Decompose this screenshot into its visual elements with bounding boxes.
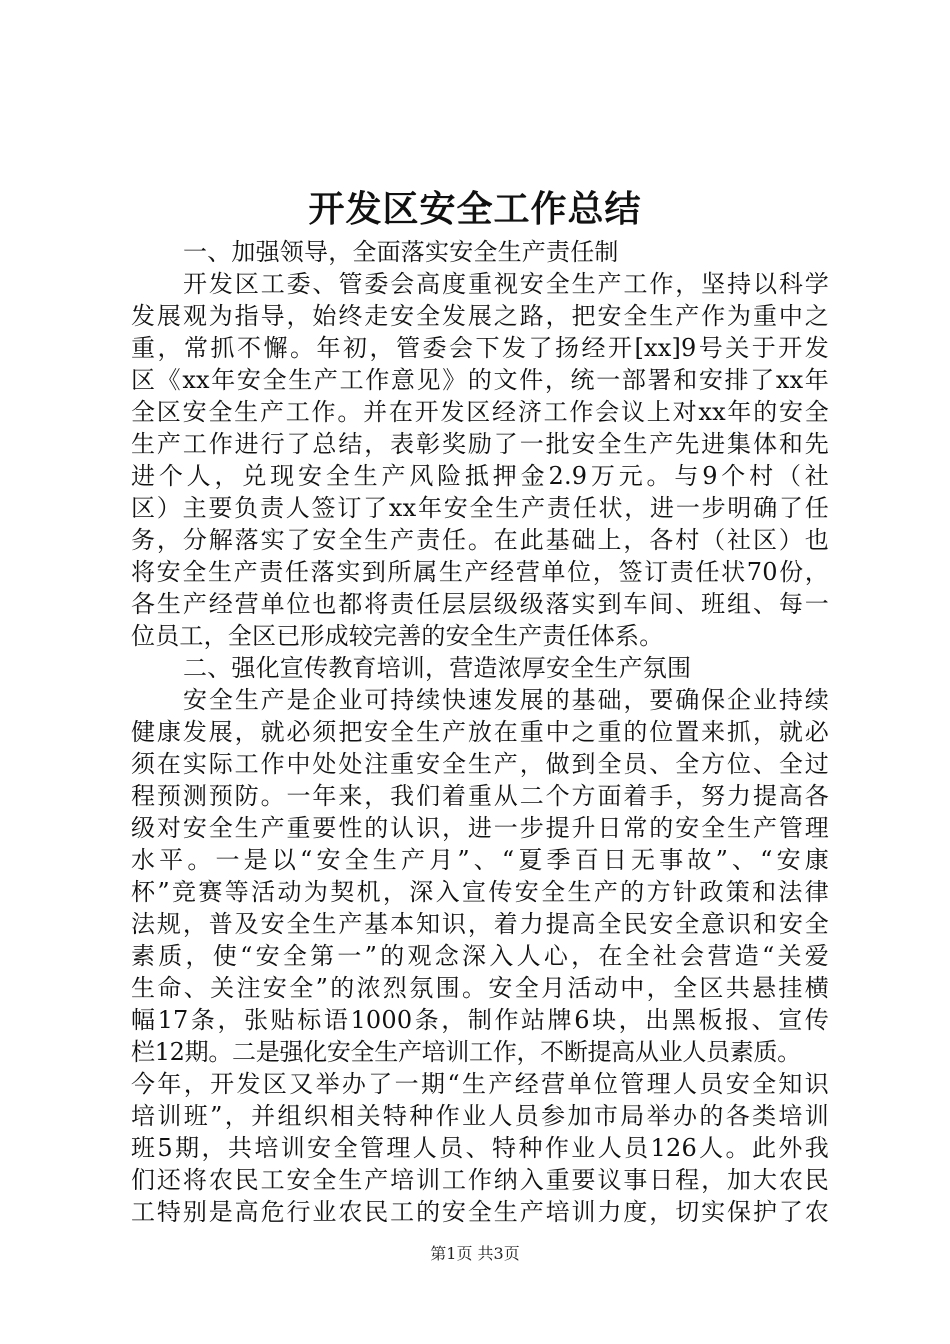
text-line: 全区安全生产工作。并在开发区经济工作会议上对xx年的安全 (131, 398, 829, 426)
text-line: 工特别是高危行业农民工的安全生产培训力度，切实保护了农 (131, 1198, 829, 1226)
text-line: 区）主要负责人签订了xx年安全生产责任状，进一步明确了任 (131, 494, 829, 522)
text-line: 二、强化宣传教育培训，营造浓厚安全生产氛围 (183, 654, 692, 682)
text-line: 务，分解落实了安全生产责任。在此基础上，各村（社区）也 (131, 526, 829, 554)
text-line: 位员工，全区已形成较完善的安全生产责任体系。 (131, 622, 664, 650)
document-title: 开发区安全工作总结 (308, 188, 642, 230)
text-line: 各生产经营单位也都将责任层层级级落实到车间、班组、每一 (131, 590, 829, 618)
text-line: 生命、关注安全”的浓烈氛围。安全月活动中，全区共悬挂横 (131, 974, 829, 1002)
text-line: 发展观为指导，始终走安全发展之路，把安全生产作为重中之 (131, 302, 829, 330)
text-line: 培训班”，并组织相关特种作业人员参加市局举办的各类培训 (131, 1102, 829, 1130)
text-line: 开发区工委、管委会高度重视安全生产工作，坚持以科学 (183, 270, 829, 298)
text-line: 安全生产是企业可持续快速发展的基础，要确保企业持续 (183, 686, 829, 714)
text-line: 级对安全生产重要性的认识，进一步提升日常的安全生产管理 (131, 814, 829, 842)
text-line: 区《xx年安全生产工作意见》的文件，统一部署和安排了xx年 (131, 366, 829, 394)
text-line: 水平。一是以“安全生产月”、“夏季百日无事故”、“安康 (131, 846, 829, 874)
text-line: 幅17条，张贴标语1000条，制作站牌6块，出黑板报、宣传 (131, 1006, 829, 1034)
text-line: 班5期，共培训安全管理人员、特种作业人员126人。此外我 (131, 1134, 829, 1162)
text-line: 一、加强领导，全面落实安全生产责任制 (183, 238, 619, 266)
text-line: 杯”竞赛等活动为契机，深入宣传安全生产的方针政策和法律 (131, 878, 829, 906)
document-body (131, 236, 829, 1228)
text-line: 重，常抓不懈。年初，管委会下发了扬经开[xx]9号关于开发 (131, 334, 829, 362)
text-line: 将安全生产责任落实到所属生产经营单位，签订责任状70份， (131, 558, 829, 586)
text-line: 素质，使“安全第一”的观念深入人心，在全社会营造“关爱 (131, 942, 829, 970)
text-line: 们还将农民工安全生产培训工作纳入重要议事日程，加大农民 (131, 1166, 829, 1194)
text-line: 程预测预防。一年来，我们着重从二个方面着手，努力提高各 (131, 782, 829, 810)
text-line: 生产工作进行了总结，表彰奖励了一批安全生产先进集体和先 (131, 430, 829, 458)
text-line: 栏12期。二是强化安全生产培训工作，不断提高从业人员素质。 (131, 1038, 801, 1066)
text-line: 法规，普及安全生产基本知识，着力提高全民安全意识和安全 (131, 910, 829, 938)
text-line: 进个人，兑现安全生产风险抵押金2.9万元。与9个村（社 (131, 462, 829, 490)
text-line: 今年，开发区又举办了一期“生产经营单位管理人员安全知识 (131, 1070, 829, 1098)
text-line: 健康发展，就必须把安全生产放在重中之重的位置来抓，就必 (131, 718, 829, 746)
text-line: 须在实际工作中处处注重安全生产，做到全员、全方位、全过 (131, 750, 829, 778)
page-footer: 第1页 共3页 (430, 1244, 520, 1263)
